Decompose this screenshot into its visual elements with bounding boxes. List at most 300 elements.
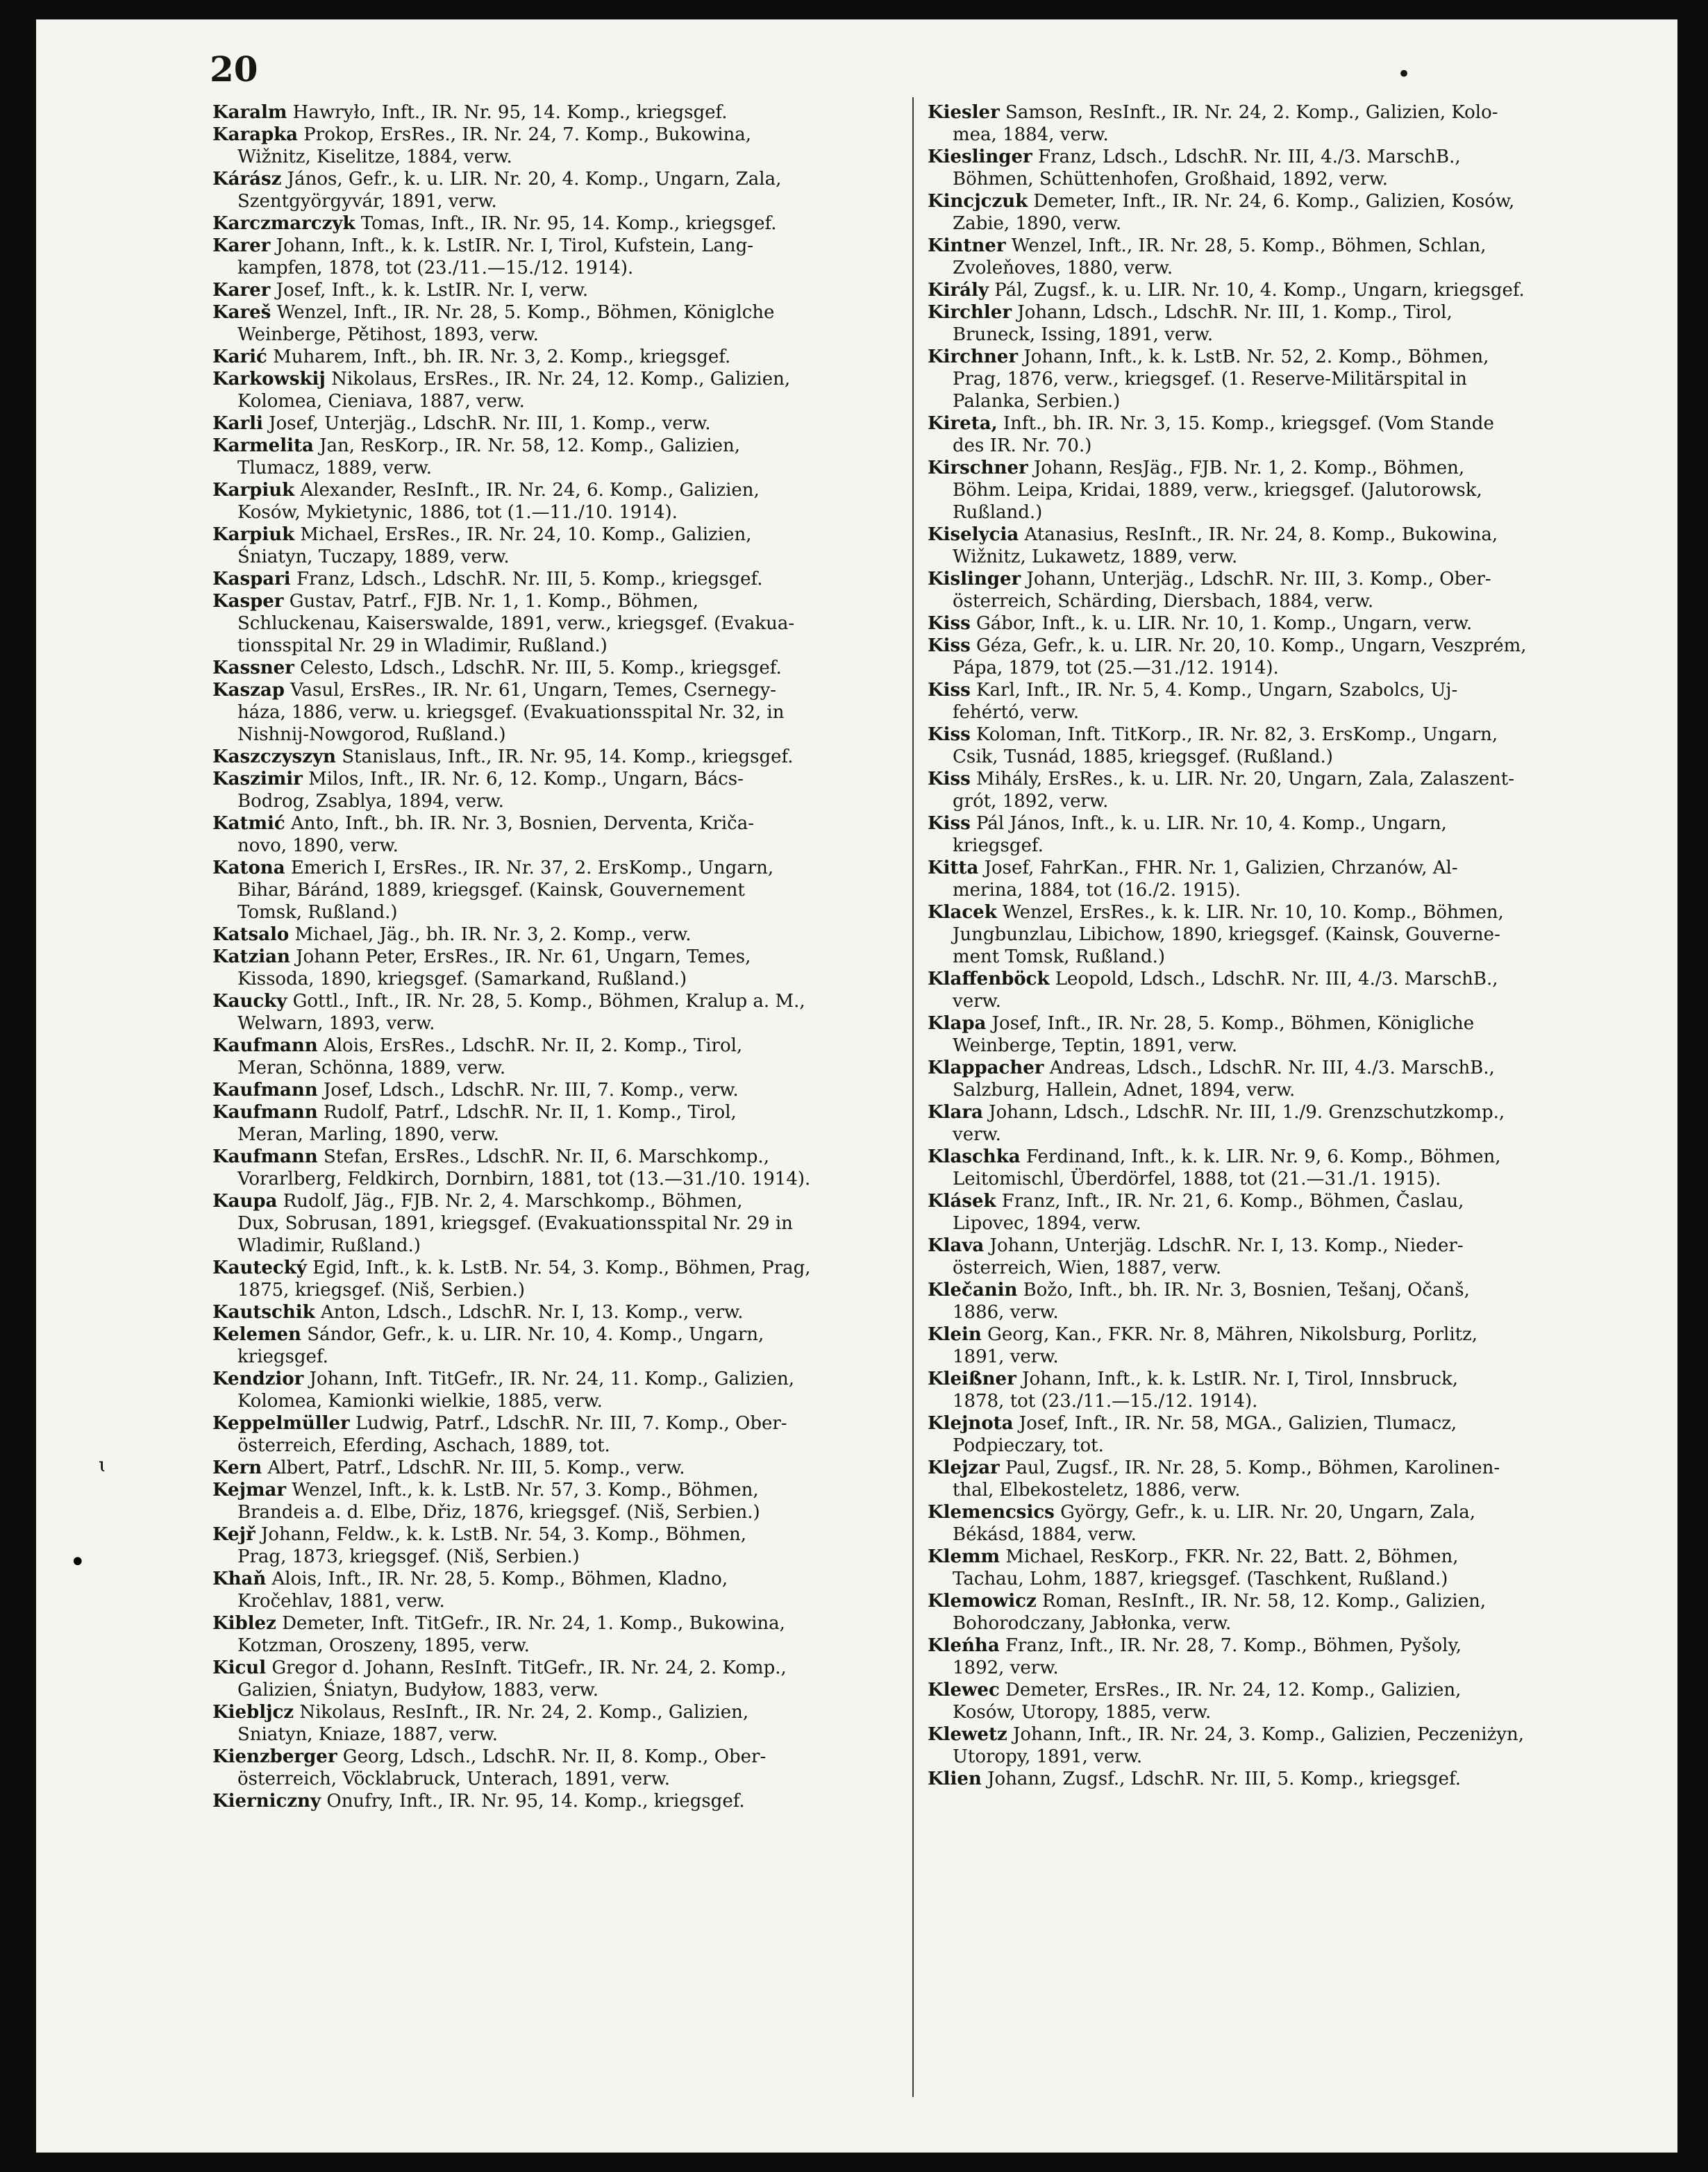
entry-surname: Karpiuk xyxy=(212,480,295,501)
entry-text: Welwarn, 1893, verw. xyxy=(237,1013,435,1034)
entry-text: kampfen, 1878, tot (23./11.—15./12. 1914). xyxy=(237,258,634,278)
casualty-entry xyxy=(212,1323,926,1368)
entry-text: Wladimir, Rußland.) xyxy=(237,1235,421,1256)
casualty-entry xyxy=(928,279,1650,301)
entry-text: Johann, Inft., IR. Nr. 24, 3. Komp., Galizien, Peczeniżyn, xyxy=(1012,1724,1524,1745)
entry-surname: Kirchner xyxy=(928,346,1019,367)
entry-text: Csik, Tusnád, 1885, kriegsgef. (Rußland.) xyxy=(953,746,1333,767)
casualty-entry xyxy=(212,279,926,301)
entry-text: Böhmen, Schüttenhofen, Großhaid, 1892, verw. xyxy=(953,169,1388,190)
entry-surname: Kaucky xyxy=(212,991,287,1012)
casualty-entry xyxy=(928,101,1650,146)
entry-text: Johann, Unterjäg., LdschR. Nr. III, 3. Komp., Ober- xyxy=(1026,569,1491,590)
casualty-entry xyxy=(212,1701,926,1746)
casualty-entry xyxy=(928,635,1650,679)
margin-bullet: • xyxy=(69,1546,86,1578)
entry-text: Milos, Inft., IR. Nr. 6, 12. Komp., Ungarn, Bács- xyxy=(308,769,744,790)
entry-text: Demeter, Inft., IR. Nr. 24, 6. Komp., Galizien, Kosów, xyxy=(1033,191,1515,212)
casualty-entry xyxy=(928,146,1650,190)
entry-text: Dux, Sobrusan, 1891, kriegsgef. (Evakuationsspital Nr. 29 in xyxy=(237,1213,793,1234)
entry-surname: Kaszap xyxy=(212,680,285,701)
entry-surname: Kiss xyxy=(928,613,971,634)
entry-surname: Klejnota xyxy=(928,1413,1014,1434)
entry-surname: Kiss xyxy=(928,813,971,834)
casualty-entry xyxy=(928,857,1650,901)
casualty-entry xyxy=(928,901,1650,968)
entry-surname: Klien xyxy=(928,1769,982,1789)
casualty-entry xyxy=(928,1368,1650,1412)
entry-surname: Keppelmüller xyxy=(212,1413,350,1434)
entry-surname: Kendzior xyxy=(212,1369,304,1389)
entry-text: Ludwig, Patrf., LdschR. Nr. III, 7. Komp., Ober- xyxy=(355,1413,787,1434)
register-page xyxy=(36,19,1677,2153)
entry-text: Rudolf, Patrf., LdschR. Nr. II, 1. Komp., Tirol, xyxy=(323,1102,737,1123)
entry-surname: Kejř xyxy=(212,1524,256,1545)
entry-text: Sniatyn, Kniaze, 1887, verw. xyxy=(237,1724,499,1745)
entry-text: fehértó, verw. xyxy=(953,702,1080,723)
entry-surname: Kaufmann xyxy=(212,1146,318,1167)
entry-text: Johann, Inft. TitGefr., IR. Nr. 24, 11. Komp., Galizien, xyxy=(309,1369,795,1389)
entry-text: Alexander, ResInft., IR. Nr. 24, 6. Komp., Galizien, xyxy=(300,480,760,501)
entry-text: Palanka, Serbien.) xyxy=(953,391,1121,412)
entry-text: Josef, FahrKan., FHR. Nr. 1, Galizien, Chrzanów, Al- xyxy=(984,858,1458,878)
entry-text: Celesto, Ldsch., LdschR. Nr. III, 5. Komp., kriegsgef. xyxy=(300,658,782,678)
entry-text: Vasul, ErsRes., IR. Nr. 61, Ungarn, Temes, Csernegy- xyxy=(290,680,777,701)
entry-text: Pápa, 1879, tot (25.—31./12. 1914). xyxy=(953,658,1279,678)
right-column xyxy=(928,101,1650,1790)
entry-text: Wižnitz, Kiselitze, 1884, verw. xyxy=(237,147,512,167)
entry-text: János, Gefr., k. u. LIR. Nr. 20, 4. Komp., Ungarn, Zala, xyxy=(287,169,782,190)
entry-text: Josef, Inft., IR. Nr. 58, MGA., Galizien, Tlumacz, xyxy=(1019,1413,1457,1434)
casualty-entry xyxy=(212,1146,926,1190)
entry-text: Bohorodczany, Jabłonka, verw. xyxy=(953,1613,1232,1634)
print-mark: • xyxy=(1397,60,1412,88)
entry-text: Podpieczary, tot. xyxy=(953,1435,1104,1456)
entry-text: Stanislaus, Inft., IR. Nr. 95, 14. Komp., kriegsgef. xyxy=(342,746,794,767)
casualty-entry xyxy=(212,746,926,768)
entry-text: Anto, Inft., bh. IR. Nr. 3, Bosnien, Derventa, Kriča- xyxy=(290,813,755,834)
casualty-entry xyxy=(928,1412,1650,1457)
entry-text: Franz, Inft., IR. Nr. 28, 7. Komp., Böhmen, Pyšoly, xyxy=(1005,1635,1462,1656)
entry-text: Wižnitz, Lukawetz, 1889, verw. xyxy=(953,546,1238,567)
entry-text: Kolomea, Cieniava, 1887, verw. xyxy=(237,391,525,412)
entry-surname: Karpiuk xyxy=(212,524,295,545)
entry-surname: Klappacher xyxy=(928,1058,1044,1078)
entry-text: Prokop, ErsRes., IR. Nr. 24, 7. Komp., Bukowina, xyxy=(303,124,752,145)
entry-surname: Kintner xyxy=(928,235,1006,256)
entry-text: kriegsgef. xyxy=(237,1346,328,1367)
entry-text: 1878, tot (23./11.—15./12. 1914). xyxy=(953,1391,1258,1412)
entry-text: Kolomea, Kamionki wielkie, 1885, verw. xyxy=(237,1391,603,1412)
entry-text: Schluckenau, Kaiserswalde, 1891, verw., kriegsgef. (Evakua- xyxy=(237,613,795,634)
entry-text: Jan, ResKorp., IR. Nr. 58, 12. Komp., Galizien, xyxy=(319,435,741,456)
entry-surname: Kiesler xyxy=(928,102,1000,123)
left-column xyxy=(212,101,926,1812)
entry-surname: Kiblez xyxy=(212,1613,276,1634)
casualty-entry xyxy=(212,1790,926,1812)
entry-surname: Kiss xyxy=(928,680,971,701)
entry-surname: Klewetz xyxy=(928,1724,1007,1745)
entry-text: österreich, Eferding, Aschach, 1889, tot. xyxy=(237,1435,610,1456)
entry-surname: Kitta xyxy=(928,858,979,878)
casualty-entry xyxy=(928,1101,1650,1146)
entry-surname: Klaschka xyxy=(928,1146,1021,1167)
entry-surname: Kiebljcz xyxy=(212,1702,294,1723)
entry-text: Sándor, Gefr., k. u. LIR. Nr. 10, 4. Komp., Ungarn, xyxy=(307,1324,764,1345)
entry-surname: Kicul xyxy=(212,1657,267,1678)
entry-text: Anton, Ldsch., LdschR. Nr. I, 13. Komp., verw. xyxy=(320,1302,744,1323)
entry-text: Onufry, Inft., IR. Nr. 95, 14. Komp., kriegsgef. xyxy=(326,1791,745,1812)
entry-surname: Kaspari xyxy=(212,569,291,590)
casualty-entry xyxy=(928,1146,1650,1190)
entry-text: Bihar, Báránd, 1889, kriegsgef. (Kainsk, Gouvernement xyxy=(237,880,745,901)
entry-text: háza, 1886, verw. u. kriegsgef. (Evakuationsspital Nr. 32, in xyxy=(237,702,785,723)
entry-text: Böhm. Leipa, Kridai, 1889, verw., kriegsgef. (Jalutorowsk, xyxy=(953,480,1482,501)
casualty-entry xyxy=(212,590,926,657)
entry-text: Samson, ResInft., IR. Nr. 24, 2. Komp., Galizien, Kolo- xyxy=(1005,102,1498,123)
entry-text: György, Gefr., k. u. LIR. Nr. 20, Ungarn, Zala, xyxy=(1060,1502,1475,1523)
entry-text: Božo, Inft., bh. IR. Nr. 3, Bosnien, Tešanj, Očanš, xyxy=(1023,1280,1470,1301)
casualty-entry xyxy=(928,1546,1650,1590)
entry-text: Gustav, Patrf., FJB. Nr. 1, 1. Komp., Böhmen, xyxy=(289,591,699,612)
entry-surname: Klara xyxy=(928,1102,983,1123)
casualty-entry xyxy=(212,1746,926,1790)
casualty-entry xyxy=(212,168,926,212)
entry-surname: Karer xyxy=(212,280,271,301)
casualty-entry xyxy=(212,1301,926,1323)
casualty-entry xyxy=(928,1012,1650,1057)
entry-text: Gottl., Inft., IR. Nr. 28, 5. Komp., Böhmen, Kralup a. M., xyxy=(292,991,805,1012)
casualty-entry xyxy=(928,812,1650,857)
entry-text: ment Tomsk, Rußland.) xyxy=(953,946,1166,967)
entry-text: Kissoda, 1890, kriegsgef. (Samarkand, Rußland.) xyxy=(237,969,687,989)
entry-surname: Kern xyxy=(212,1457,262,1478)
entry-surname: Kiss xyxy=(928,635,971,656)
casualty-entry xyxy=(212,679,926,746)
entry-text: Pál János, Inft., k. u. LIR. Nr. 10, 4. Komp., Ungarn, xyxy=(976,813,1447,834)
casualty-entry xyxy=(212,946,926,990)
casualty-entry xyxy=(212,1457,926,1479)
entry-text: Josef, Unterjäg., LdschR. Nr. III, 1. Komp., verw. xyxy=(269,413,711,434)
entry-surname: Karli xyxy=(212,413,263,434)
casualty-entry xyxy=(212,1657,926,1701)
casualty-entry xyxy=(928,568,1650,612)
casualty-entry xyxy=(212,1079,926,1101)
casualty-entry xyxy=(212,301,926,346)
entry-text: Johann, ResJäg., FJB. Nr. 1, 2. Komp., Böhmen, xyxy=(1033,458,1465,478)
entry-text: Pál, Zugsf., k. u. LIR. Nr. 10, 4. Komp., Ungarn, kriegsgef. xyxy=(994,280,1525,301)
entry-text: merina, 1884, tot (16./2. 1915). xyxy=(953,880,1241,901)
entry-text: Wenzel, Inft., IR. Nr. 28, 5. Komp., Böhmen, Schlan, xyxy=(1011,235,1487,256)
entry-surname: Klejzar xyxy=(928,1457,1000,1478)
entry-surname: Khaň xyxy=(212,1569,267,1589)
entry-text: Johann, Ldsch., LdschR. Nr. III, 1./9. Grenzschutzkomp., xyxy=(989,1102,1505,1123)
casualty-entry xyxy=(928,1723,1650,1768)
entry-text: Gábor, Inft., k. u. LIR. Nr. 10, 1. Komp., Ungarn, verw. xyxy=(976,613,1473,634)
entry-text: Galizien, Śniatyn, Budyłow, 1883, verw. xyxy=(237,1680,598,1701)
entry-text: Tachau, Lohm, 1887, kriegsgef. (Taschkent, Rußland.) xyxy=(953,1569,1448,1589)
entry-surname: Klaffenböck xyxy=(928,969,1050,989)
entry-text: Prag, 1876, verw., kriegsgef. (1. Reserve-Militärspital in xyxy=(953,369,1467,390)
entry-text: Inft., bh. IR. Nr. 3, 15. Komp., kriegsgef. (Vom Stande xyxy=(1003,413,1494,434)
entry-surname: Kaupa xyxy=(212,1191,278,1212)
entry-text: verw. xyxy=(953,991,1001,1012)
entry-surname: Klásek xyxy=(928,1191,996,1212)
entry-text: Prag, 1873, kriegsgef. (Niš, Serbien.) xyxy=(237,1546,580,1567)
entry-surname: Kautecký xyxy=(212,1258,307,1278)
entry-surname: Kleńha xyxy=(928,1635,1000,1656)
entry-text: Meran, Schönna, 1889, verw. xyxy=(237,1058,506,1078)
entry-text: Utoropy, 1891, verw. xyxy=(953,1746,1143,1767)
entry-surname: Karmelita xyxy=(212,435,314,456)
casualty-entry xyxy=(212,1568,926,1612)
entry-surname: Kejmar xyxy=(212,1480,287,1501)
entry-surname: Karalm xyxy=(212,102,287,123)
casualty-entry xyxy=(928,1323,1650,1368)
entry-surname: Kaszczyszyn xyxy=(212,746,336,767)
page-number: 20 xyxy=(210,49,258,90)
casualty-entry xyxy=(212,235,926,279)
entry-text: kriegsgef. xyxy=(953,835,1044,856)
entry-surname: Kaufmann xyxy=(212,1080,318,1101)
casualty-entry xyxy=(212,101,926,124)
entry-text: Nikolaus, ResInft., IR. Nr. 24, 2. Komp., Galizien, xyxy=(299,1702,749,1723)
entry-surname: Klewec xyxy=(928,1680,1000,1701)
entry-text: Johann, Inft., k. k. LstIR. Nr. I, Tirol, Innsbruck, xyxy=(1022,1369,1459,1389)
entry-text: 1886, verw. xyxy=(953,1302,1059,1323)
entry-surname: Kaszimir xyxy=(212,769,303,790)
entry-text: Wenzel, ErsRes., k. k. LIR. Nr. 10, 10. Komp., Böhmen, xyxy=(1002,902,1504,923)
entry-text: grót, 1892, verw. xyxy=(953,791,1109,812)
entry-surname: Karczmarczyk xyxy=(212,213,355,234)
entry-text: Kotzman, Oroszeny, 1895, verw. xyxy=(237,1635,530,1656)
entry-surname: Kiss xyxy=(928,769,971,790)
casualty-entry xyxy=(212,346,926,368)
casualty-entry xyxy=(928,679,1650,724)
casualty-entry xyxy=(212,857,926,924)
entry-surname: Karić xyxy=(212,346,267,367)
entry-text: Békásd, 1884, verw. xyxy=(953,1524,1137,1545)
entry-text: Georg, Ldsch., LdschR. Nr. II, 8. Komp., Ober- xyxy=(342,1746,767,1767)
entry-surname: Kierniczny xyxy=(212,1791,321,1812)
entry-text: Georg, Kan., FKR. Nr. 8, Mähren, Nikolsburg, Porlitz, xyxy=(987,1324,1478,1345)
casualty-entry xyxy=(212,1035,926,1079)
entry-text: Szentgyörgyvár, 1891, verw. xyxy=(237,191,497,212)
entry-text: Franz, Inft., IR. Nr. 21, 6. Komp., Böhmen, Časlau, xyxy=(1001,1191,1464,1212)
entry-surname: Klava xyxy=(928,1235,985,1256)
entry-text: Stefan, ErsRes., LdschR. Nr. II, 6. Marschkomp., xyxy=(323,1146,769,1167)
entry-text: Ferdinand, Inft., k. k. LIR. Nr. 9, 6. Komp., Böhmen, xyxy=(1025,1146,1501,1167)
entry-text: Nishnij-Nowgorod, Rußland.) xyxy=(237,724,506,745)
casualty-entry xyxy=(212,524,926,568)
casualty-entry xyxy=(212,924,926,946)
entry-text: Michael, ResKorp., FKR. Nr. 22, Batt. 2, Böhmen, xyxy=(1005,1546,1459,1567)
casualty-entry xyxy=(212,435,926,479)
casualty-entry xyxy=(928,457,1650,524)
entry-text: Josef, Inft., k. k. LstIR. Nr. I, verw. xyxy=(276,280,589,301)
entry-text: Leitomischl, Überdörfel, 1888, tot (21.—31./1. 1915). xyxy=(953,1169,1441,1189)
casualty-entry xyxy=(212,212,926,235)
casualty-entry xyxy=(928,1057,1650,1101)
entry-text: Meran, Marling, 1890, verw. xyxy=(237,1124,499,1145)
casualty-entry xyxy=(928,524,1650,568)
casualty-entry xyxy=(212,568,926,590)
entry-surname: Kasper xyxy=(212,591,284,612)
entry-text: Wenzel, Inft., IR. Nr. 28, 5. Komp., Böhmen, Königlche xyxy=(276,302,775,323)
entry-surname: Klemm xyxy=(928,1546,1000,1567)
casualty-entry xyxy=(928,412,1650,457)
entry-text: Demeter, Inft. TitGefr., IR. Nr. 24, 1. Komp., Bukowina, xyxy=(282,1613,785,1634)
entry-text: novo, 1890, verw. xyxy=(237,835,399,856)
entry-text: Śniatyn, Tuczapy, 1889, verw. xyxy=(237,546,510,567)
entry-text: Jungbunzlau, Libichow, 1890, kriegsgef. (Kainsk, Gouverne- xyxy=(953,924,1500,945)
casualty-entry xyxy=(212,1368,926,1412)
casualty-entry xyxy=(928,1768,1650,1790)
entry-text: Karl, Inft., IR. Nr. 5, 4. Komp., Ungarn, Szabolcs, Uj- xyxy=(976,680,1458,701)
entry-surname: Katzian xyxy=(212,946,290,967)
casualty-entry xyxy=(212,1190,926,1257)
entry-surname: Klein xyxy=(928,1324,982,1345)
casualty-entry xyxy=(212,1612,926,1657)
entry-surname: Katmić xyxy=(212,813,285,834)
entry-surname: Karer xyxy=(212,235,271,256)
casualty-entry xyxy=(928,724,1650,768)
entry-text: Muharem, Inft., bh. IR. Nr. 3, 2. Komp., kriegsgef. xyxy=(273,346,731,367)
entry-text: Gregor d. Johann, ResInft. TitGefr., IR. Nr. 24, 2. Komp., xyxy=(271,1657,787,1678)
entry-text: Josef, Inft., IR. Nr. 28, 5. Komp., Böhmen, Königliche xyxy=(991,1013,1475,1034)
casualty-entry xyxy=(928,1190,1650,1235)
casualty-entry xyxy=(212,990,926,1035)
entry-text: Rudolf, Jäg., FJB. Nr. 2, 4. Marschkomp., Böhmen, xyxy=(283,1191,743,1212)
entry-text: Johann, Inft., k. k. LstB. Nr. 52, 2. Komp., Böhmen, xyxy=(1023,346,1489,367)
entry-text: Atanasius, ResInft., IR. Nr. 24, 8. Komp., Bukowina, xyxy=(1024,524,1498,545)
casualty-entry xyxy=(212,368,926,412)
entry-text: Johann, Zugsf., LdschR. Nr. III, 5. Komp., kriegsgef. xyxy=(987,1769,1461,1789)
entry-text: Koloman, Inft. TitKorp., IR. Nr. 82, 3. ErsKomp., Ungarn, xyxy=(976,724,1498,745)
entry-surname: Karkowskij xyxy=(212,369,326,390)
entry-text: Alois, ErsRes., LdschR. Nr. II, 2. Komp., Tirol, xyxy=(323,1035,743,1056)
entry-surname: Kiselycia xyxy=(928,524,1019,545)
casualty-entry xyxy=(928,1501,1650,1546)
entry-text: Weinberge, Pětihost, 1893, verw. xyxy=(237,324,539,345)
entry-text: Albert, Patrf., LdschR. Nr. III, 5. Komp., verw. xyxy=(267,1457,685,1478)
entry-surname: Kaufmann xyxy=(212,1035,318,1056)
entry-text: tionsspital Nr. 29 in Wladimir, Rußland.) xyxy=(237,635,608,656)
entry-surname: Kleißner xyxy=(928,1369,1016,1389)
entry-surname: Klapa xyxy=(928,1013,987,1034)
entry-text: Nikolaus, ErsRes., IR. Nr. 24, 12. Komp., Galizien, xyxy=(331,369,791,390)
casualty-entry xyxy=(212,657,926,679)
entry-text: Johann, Ldsch., LdschR. Nr. III, 1. Komp., Tirol, xyxy=(1017,302,1452,323)
entry-text: Johann, Feldw., k. k. LstB. Nr. 54, 3. Komp., Böhmen, xyxy=(260,1524,747,1545)
entry-text: Kosów, Mykietynic, 1886, tot (1.—11./10. 1914). xyxy=(237,502,678,523)
casualty-entry xyxy=(928,346,1650,412)
casualty-entry xyxy=(212,412,926,435)
entry-text: des IR. Nr. 70.) xyxy=(953,435,1092,456)
entry-text: 1875, kriegsgef. (Niš, Serbien.) xyxy=(237,1280,526,1301)
entry-text: österreich, Vöcklabruck, Unterach, 1891, verw. xyxy=(237,1769,670,1789)
entry-surname: Kienzberger xyxy=(212,1746,337,1767)
entry-surname: Kislinger xyxy=(928,569,1021,590)
casualty-entry xyxy=(928,612,1650,635)
casualty-entry xyxy=(928,235,1650,279)
entry-text: Salzburg, Hallein, Adnet, 1894, verw. xyxy=(953,1080,1296,1101)
entry-surname: Kiss xyxy=(928,724,971,745)
entry-text: Weinberge, Teptin, 1891, verw. xyxy=(953,1035,1238,1056)
entry-surname: Katona xyxy=(212,858,285,878)
casualty-entry xyxy=(212,1523,926,1568)
entry-text: Demeter, ErsRes., IR. Nr. 24, 12. Komp., Galizien, xyxy=(1005,1680,1462,1701)
entry-text: Josef, Ldsch., LdschR. Nr. III, 7. Komp., verw. xyxy=(323,1080,739,1101)
entry-text: Franz, Ldsch., LdschR. Nr. III, 4./3. MarschB., xyxy=(1038,147,1461,167)
entry-surname: Kincjczuk xyxy=(928,191,1028,212)
entry-text: Kročehlav, 1881, verw. xyxy=(237,1591,445,1612)
casualty-entry xyxy=(928,190,1650,235)
entry-text: Géza, Gefr., k. u. LIR. Nr. 20, 10. Komp., Ungarn, Veszprém, xyxy=(976,635,1527,656)
entry-text: Tomas, Inft., IR. Nr. 95, 14. Komp., kriegsgef. xyxy=(360,213,777,234)
entry-text: Rußland.) xyxy=(953,502,1043,523)
entry-text: thal, Elbekosteletz, 1886, verw. xyxy=(953,1480,1241,1501)
entry-surname: Kelemen xyxy=(212,1324,301,1345)
entry-surname: Kárász xyxy=(212,169,282,190)
entry-text: 1891, verw. xyxy=(953,1346,1059,1367)
entry-text: mea, 1884, verw. xyxy=(953,124,1109,145)
casualty-entry xyxy=(212,1479,926,1523)
entry-text: Andreas, Ldsch., LdschR. Nr. III, 4./3. MarschB., xyxy=(1049,1058,1495,1078)
entry-text: Johann, Inft., k. k. LstIR. Nr. I, Tirol, Kufstein, Lang- xyxy=(276,235,754,256)
entry-text: Vorarlberg, Feldkirch, Dornbirn, 1881, tot (13.—31./10. 1914). xyxy=(237,1169,811,1189)
casualty-entry xyxy=(928,1679,1650,1723)
entry-text: Michael, Jäg., bh. IR. Nr. 3, 2. Komp., verw. xyxy=(294,924,692,945)
entry-text: Bodrog, Zsablya, 1894, verw. xyxy=(237,791,504,812)
entry-text: Kosów, Utoropy, 1885, verw. xyxy=(953,1702,1212,1723)
entry-text: österreich, Wien, 1887, verw. xyxy=(953,1258,1222,1278)
casualty-entry xyxy=(928,968,1650,1012)
entry-text: Paul, Zugsf., IR. Nr. 28, 5. Komp., Böhmen, Karolinen- xyxy=(1005,1457,1500,1478)
entry-text: Hawryło, Inft., IR. Nr. 95, 14. Komp., kriegsgef. xyxy=(292,102,728,123)
entry-surname: Klečanin xyxy=(928,1280,1018,1301)
entry-text: Lipovec, 1894, verw. xyxy=(953,1213,1141,1234)
entry-text: Franz, Ldsch., LdschR. Nr. III, 5. Komp., kriegsgef. xyxy=(296,569,763,590)
entry-text: Leopold, Ldsch., LdschR. Nr. III, 4./3. MarschB., xyxy=(1055,969,1498,989)
casualty-entry xyxy=(928,1279,1650,1323)
entry-text: 1892, verw. xyxy=(953,1657,1059,1678)
entry-text: Egid, Inft., k. k. LstB. Nr. 54, 3. Komp., Böhmen, Prag, xyxy=(312,1258,811,1278)
entry-surname: Kieslinger xyxy=(928,147,1032,167)
casualty-entry xyxy=(928,1235,1650,1279)
entry-text: Johann Peter, ErsRes., IR. Nr. 61, Ungarn, Temes, xyxy=(296,946,751,967)
casualty-entry xyxy=(212,124,926,168)
entry-text: verw. xyxy=(953,1124,1001,1145)
entry-surname: Klacek xyxy=(928,902,997,923)
entry-text: Tlumacz, 1889, verw. xyxy=(237,458,432,478)
casualty-entry xyxy=(212,479,926,524)
entry-text: Wenzel, Inft., k. k. LstB. Nr. 57, 3. Komp., Böhmen, xyxy=(292,1480,759,1501)
casualty-entry xyxy=(928,1590,1650,1635)
entry-text: Bruneck, Issing, 1891, verw. xyxy=(953,324,1214,345)
casualty-entry xyxy=(212,1412,926,1457)
entry-surname: Kassner xyxy=(212,658,294,678)
margin-mark: ɩ xyxy=(99,1453,106,1476)
entry-surname: Kautschik xyxy=(212,1302,315,1323)
entry-text: Michael, ErsRes., IR. Nr. 24, 10. Komp., Galizien, xyxy=(300,524,752,545)
entry-surname: Klemowicz xyxy=(928,1591,1037,1612)
casualty-entry xyxy=(928,768,1650,812)
entry-text: Zvoleňoves, 1880, verw. xyxy=(953,258,1173,278)
casualty-entry xyxy=(928,1635,1650,1679)
entry-text: Tomsk, Rußland.) xyxy=(237,902,398,923)
entry-surname: Kirschner xyxy=(928,458,1028,478)
